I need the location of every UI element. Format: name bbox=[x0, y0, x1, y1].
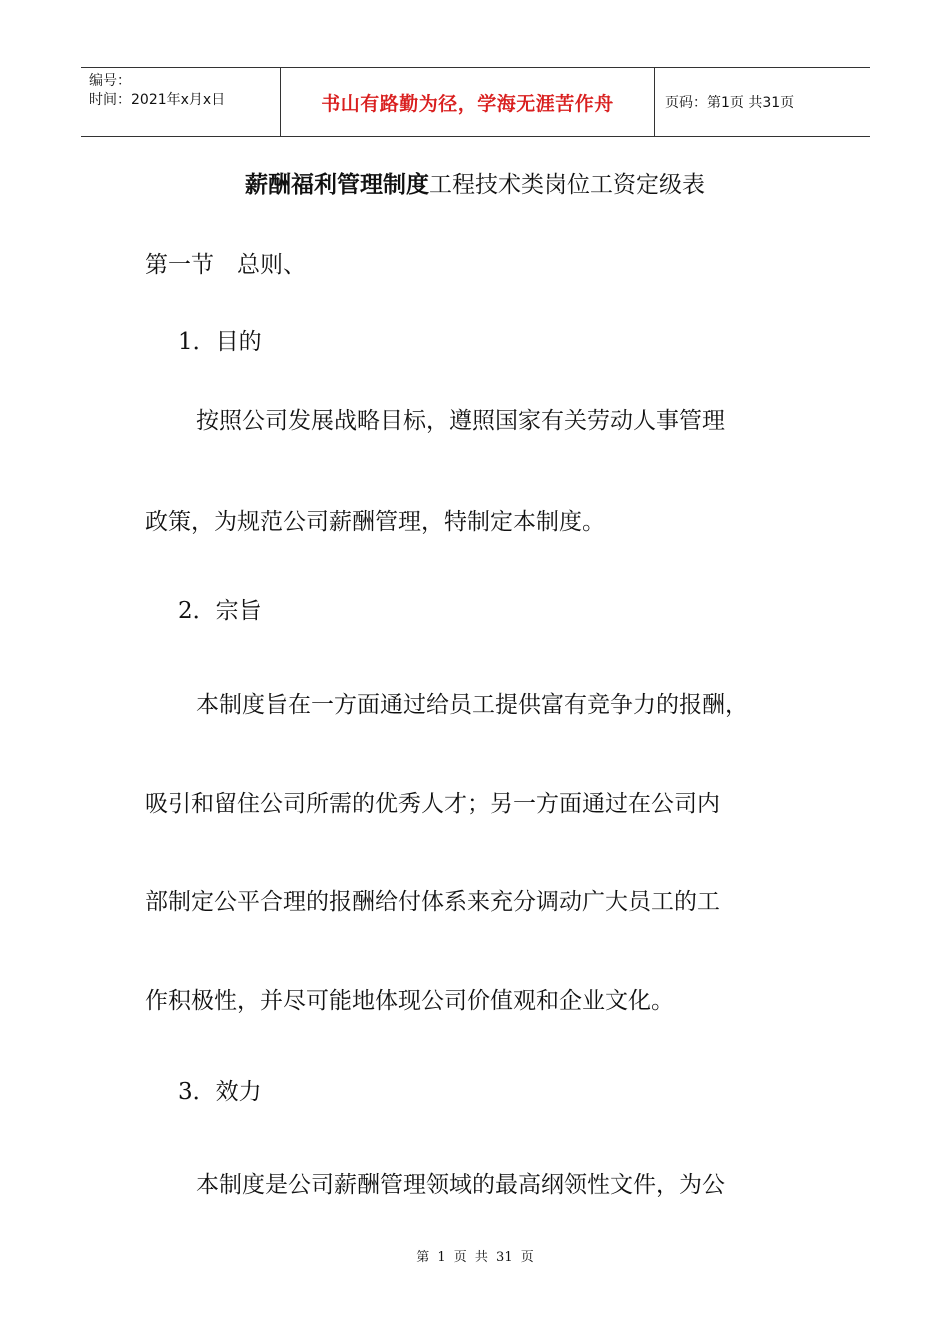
document-number-label: 编号： bbox=[89, 73, 131, 89]
item3-paragraph-line-1: 本制度是公司薪酬管理领域的最高纲领性文件，为公 bbox=[196, 1172, 725, 1198]
header-page-number: 页码：第1页 共31页 bbox=[665, 95, 795, 111]
header-motto: 书山有路勤为径，学海无涯苦作舟 bbox=[281, 68, 655, 136]
item2-paragraph-line-1: 本制度旨在一方面通过给员工提供富有竞争力的报酬， bbox=[196, 692, 748, 718]
item2-paragraph-line-3: 部制定公平合理的报酬给付体系来充分调动广大员工的工 bbox=[145, 889, 720, 915]
item1-paragraph-line-1: 按照公司发展战略目标，遵照国家有关劳动人事管理 bbox=[196, 408, 725, 434]
title-bold-part: 薪酬福利管理制度 bbox=[245, 171, 429, 198]
document-time-label: 时间：2021年x月x日 bbox=[89, 92, 226, 108]
title-rest-part: 工程技术类岗位工资定级表 bbox=[429, 172, 705, 198]
document-header bbox=[81, 67, 870, 137]
page-footer: 第 1 页 共 31 页 bbox=[416, 1250, 534, 1265]
item1-heading: 1．目的 bbox=[178, 329, 262, 355]
section-heading: 第一节 总则、 bbox=[145, 252, 306, 278]
item2-paragraph-line-4: 作积极性，并尽可能地体现公司价值观和企业文化。 bbox=[145, 988, 674, 1014]
item2-heading: 2．宗旨 bbox=[178, 598, 262, 624]
header-meta-cell bbox=[81, 68, 281, 136]
item3-heading: 3．效力 bbox=[178, 1079, 262, 1105]
item2-paragraph-line-2: 吸引和留住公司所需的优秀人才；另一方面通过在公司内 bbox=[145, 791, 720, 817]
document-title bbox=[0, 170, 950, 200]
item1-paragraph-line-2: 政策，为规范公司薪酬管理，特制定本制度。 bbox=[145, 509, 605, 535]
